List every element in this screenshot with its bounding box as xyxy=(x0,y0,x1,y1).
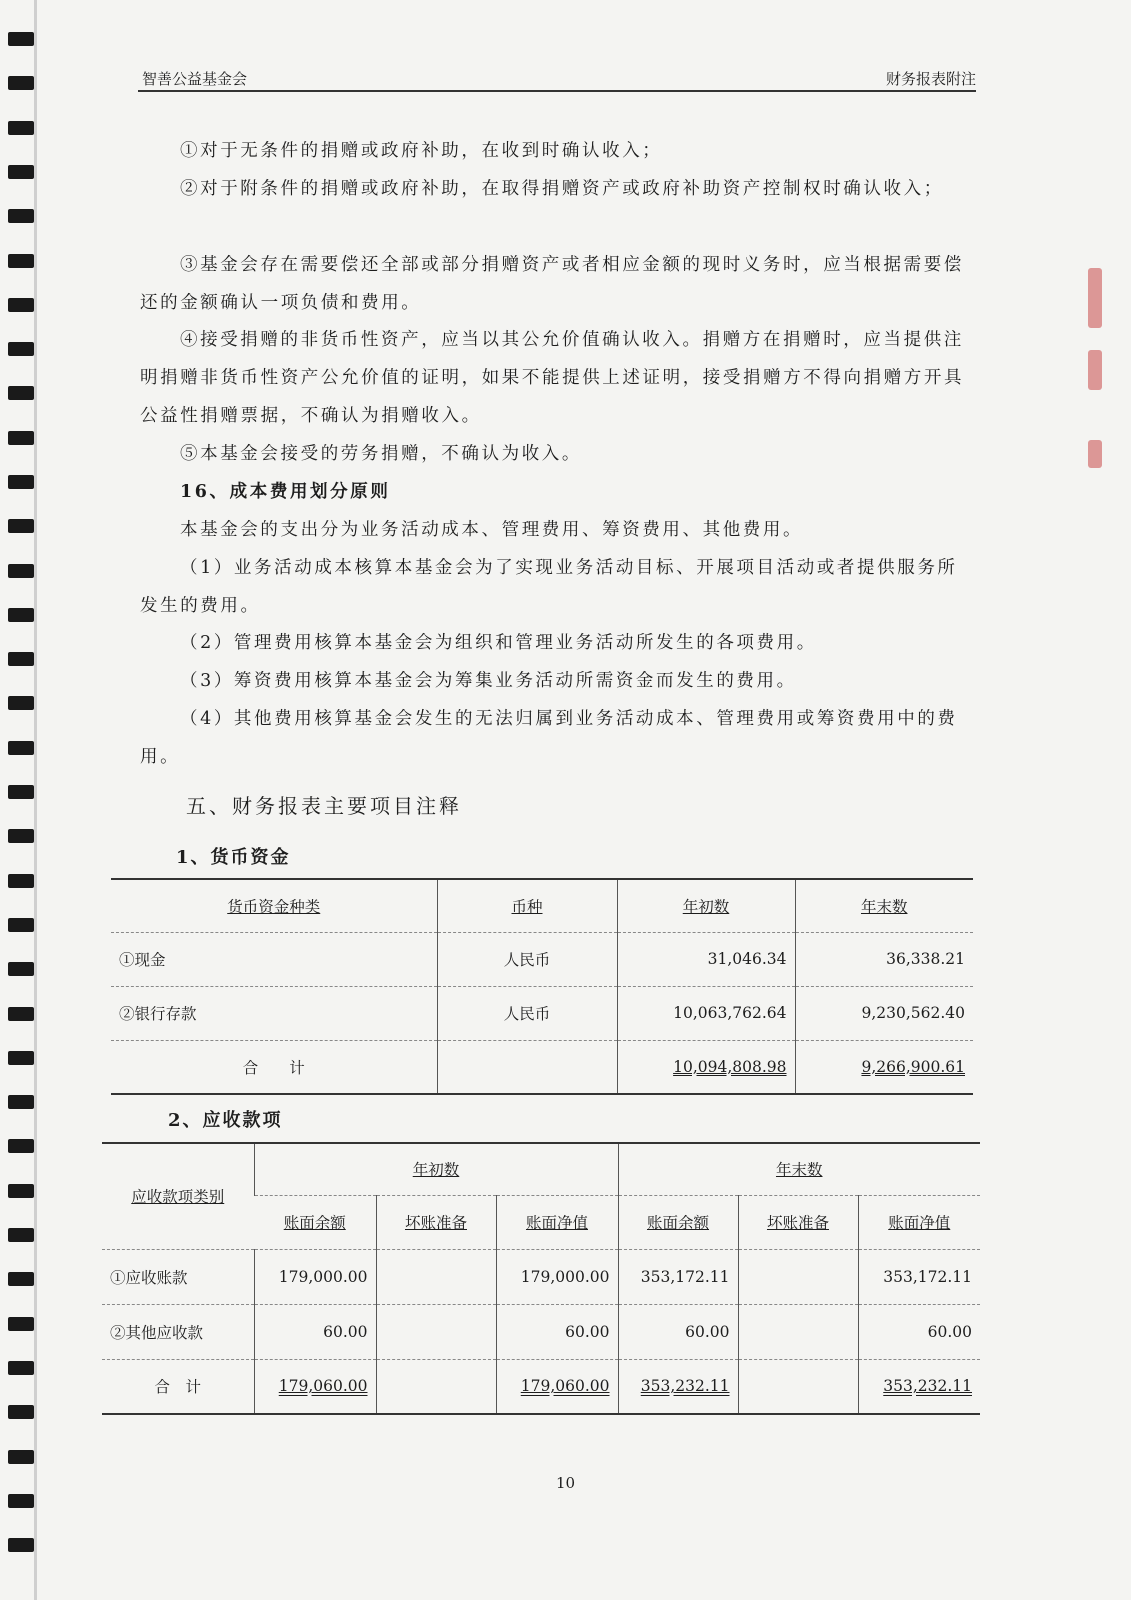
binding-hole xyxy=(8,1228,34,1242)
binding-hole xyxy=(8,32,34,46)
receivables-subheader: 坏账准备 xyxy=(404,1214,467,1232)
receivables-cell xyxy=(738,1304,858,1359)
cash-header-row xyxy=(111,879,973,932)
section16-item-3: （3）筹资费用核算本基金会为筹集业务活动所需资金而发生的费用。 xyxy=(180,671,797,691)
binding-hole xyxy=(8,1184,34,1198)
paragraph-2: ②对于附条件的捐赠或政府补助，在取得捐赠资产或政府补助资产控制权时确认收入； xyxy=(180,179,944,199)
receivables-total-cell: 179,060.00 xyxy=(278,1377,368,1396)
receivables-total-cell: 353,232.11 xyxy=(640,1377,730,1396)
cash-row-currency: 人民币 xyxy=(437,986,617,1040)
receivables-header-opening: 年初数 xyxy=(412,1161,460,1180)
receivables-cell: 179,000.00 xyxy=(496,1249,618,1304)
binding-hole xyxy=(8,431,34,445)
cash-title: 1、货币资金 xyxy=(176,847,291,868)
paragraph-4: ④接受捐赠的非货币性资产，应当以其公允价值确认收入。捐赠方在捐赠时，应当提供注明捐赠非货币性资产公允价值的证明，如果不能提供上述证明，接受捐赠方不得向捐赠方开具公益性捐赠票据，不确认为捐赠收入。 xyxy=(140,330,965,426)
receivables-cell: 60.00 xyxy=(618,1304,738,1359)
cash-total-label: 合 计 xyxy=(111,1040,437,1094)
binding-hole xyxy=(8,1139,34,1153)
header-doc-title: 财务报表附注 xyxy=(885,70,976,88)
cash-row-currency: 人民币 xyxy=(437,932,617,986)
receivables-cell xyxy=(376,1249,496,1304)
receivables-total-cell xyxy=(738,1359,858,1414)
binding-hole xyxy=(8,918,34,932)
cash-row-opening: 10,063,762.64 xyxy=(617,986,795,1040)
binding-hole xyxy=(8,1494,34,1508)
receivables-cell: 60.00 xyxy=(858,1304,980,1359)
receivables-header-category: 应收款项类别 xyxy=(131,1188,225,1207)
receivables-group-header-row xyxy=(102,1143,980,1195)
binding-hole xyxy=(8,386,34,400)
red-stamp-mark xyxy=(1088,350,1102,390)
binding-hole xyxy=(8,1272,34,1286)
binding-hole xyxy=(8,652,34,666)
binding-hole xyxy=(8,785,34,799)
binding-hole xyxy=(8,1007,34,1021)
cash-row-opening: 31,046.34 xyxy=(617,932,795,986)
header-org: 智善公益基金会 xyxy=(142,70,248,88)
binding-hole xyxy=(8,298,34,312)
receivables-subheader: 账面余额 xyxy=(646,1214,709,1232)
cash-total-row xyxy=(111,1040,973,1094)
cash-row-name: ①现金 xyxy=(111,932,437,986)
binding-hole xyxy=(8,874,34,888)
binding-hole xyxy=(8,165,34,179)
section16-intro: 本基金会的支出分为业务活动成本、管理费用、筹资费用、其他费用。 xyxy=(180,520,804,540)
binding-hole xyxy=(8,121,34,135)
section16-title: 16、成本费用划分原则 xyxy=(180,482,391,502)
receivables-total-cell xyxy=(376,1359,496,1414)
binding-hole xyxy=(8,254,34,268)
receivables-row-name: ①应收账款 xyxy=(102,1249,254,1304)
section5-title: 五、财务报表主要项目注释 xyxy=(186,794,462,818)
binding-hole xyxy=(8,741,34,755)
receivables-total-row xyxy=(102,1359,980,1414)
binding-hole xyxy=(8,564,34,578)
paragraph-3: ③基金会存在需要偿还全部或部分捐赠资产或者相应金额的现时义务时，应当根据需要偿还的金额确认一项负债和费用。 xyxy=(140,255,964,313)
receivables-total-cell: 353,232.11 xyxy=(883,1377,972,1396)
cash-row-closing: 9,230,562.40 xyxy=(795,986,973,1040)
receivables-cell: 60.00 xyxy=(254,1304,376,1359)
receivables-subheader: 账面净值 xyxy=(888,1214,951,1232)
table-row xyxy=(111,932,973,986)
receivables-subheader: 账面净值 xyxy=(525,1214,588,1232)
cash-total-opening: 10,094,808.98 xyxy=(673,1057,787,1076)
section16-item-4: （4）其他费用核算基金会发生的无法归属到业务活动成本、管理费用或筹资费用中的费用。 xyxy=(140,709,958,767)
binding-hole xyxy=(8,519,34,533)
table-row xyxy=(102,1304,980,1359)
binding-hole xyxy=(8,608,34,622)
binding-hole xyxy=(8,1317,34,1331)
page-number: 10 xyxy=(555,1474,576,1492)
cash-total-currency xyxy=(437,1040,617,1094)
binding-edge xyxy=(34,0,37,1600)
binding-hole xyxy=(8,1095,34,1109)
cash-total-closing: 9,266,900.61 xyxy=(861,1057,965,1076)
cash-table xyxy=(111,878,973,1095)
cash-header-closing: 年末数 xyxy=(860,897,908,916)
receivables-header-closing: 年末数 xyxy=(775,1161,823,1180)
spiral-binding xyxy=(0,0,36,1600)
binding-hole xyxy=(8,962,34,976)
binding-hole xyxy=(8,696,34,710)
receivables-cell: 353,172.11 xyxy=(858,1249,980,1304)
table-row xyxy=(102,1249,980,1304)
binding-hole xyxy=(8,342,34,356)
section16-item-1: （1）业务活动成本核算本基金会为了实现业务活动目标、开展项目活动或者提供服务所发生的费用。 xyxy=(140,558,958,616)
cash-header-currency: 币种 xyxy=(511,897,543,916)
receivables-subheader: 账面余额 xyxy=(283,1214,346,1232)
cash-header-type: 货币资金种类 xyxy=(227,897,321,916)
paragraph-5: ⑤本基金会接受的劳务捐赠，不确认为收入。 xyxy=(180,444,582,464)
red-stamp-mark xyxy=(1088,440,1102,468)
receivables-table xyxy=(102,1142,980,1415)
cash-row-name: ②银行存款 xyxy=(111,986,437,1040)
cash-header-opening: 年初数 xyxy=(682,897,730,916)
binding-hole xyxy=(8,829,34,843)
receivables-cell: 179,000.00 xyxy=(254,1249,376,1304)
binding-hole xyxy=(8,475,34,489)
receivables-cell xyxy=(376,1304,496,1359)
red-stamp-mark xyxy=(1088,268,1102,328)
receivables-subheader: 坏账准备 xyxy=(766,1214,829,1232)
binding-hole xyxy=(8,1450,34,1464)
receivables-row-name: ②其他应收款 xyxy=(102,1304,254,1359)
binding-hole xyxy=(8,1405,34,1419)
paragraph-1: ①对于无条件的捐赠或政府补助，在收到时确认收入； xyxy=(180,141,663,161)
receivables-total-cell: 179,060.00 xyxy=(520,1377,610,1396)
section16-item-2: （2）管理费用核算本基金会为组织和管理业务活动所发生的各项费用。 xyxy=(180,633,817,653)
cash-row-closing: 36,338.21 xyxy=(795,932,973,986)
receivables-cell: 60.00 xyxy=(496,1304,618,1359)
binding-hole xyxy=(8,1538,34,1552)
header-rule xyxy=(138,90,976,92)
receivables-total-label: 合 计 xyxy=(102,1359,254,1414)
binding-hole xyxy=(8,1051,34,1065)
table-row xyxy=(111,986,973,1040)
receivables-cell xyxy=(738,1249,858,1304)
receivables-cell: 353,172.11 xyxy=(618,1249,738,1304)
binding-hole xyxy=(8,1361,34,1375)
binding-hole xyxy=(8,76,34,90)
receivables-title: 2、应收款项 xyxy=(168,1110,283,1131)
binding-hole xyxy=(8,209,34,223)
